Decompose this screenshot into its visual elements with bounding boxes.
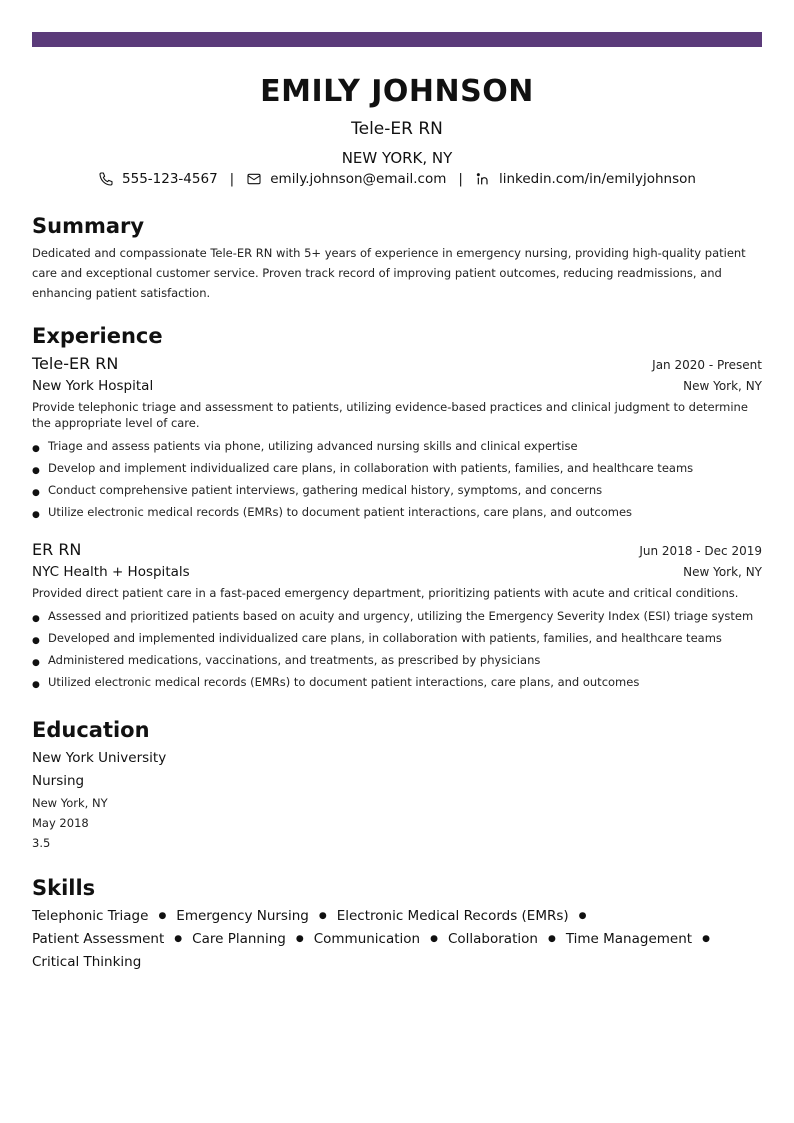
- skill-separator-dot: ●: [702, 934, 710, 944]
- skill-separator-dot: ●: [578, 911, 587, 921]
- resume-page: [32, 32, 762, 974]
- job-bullets: [32, 435, 762, 523]
- skill-item: Time Management ●: [566, 928, 720, 951]
- list-item: ● Developed and implemented individualized care plans, in collaboration with patients, families, and healthcare teams: [32, 627, 762, 649]
- contact-linkedin: [475, 169, 696, 189]
- list-item: ● Assessed and prioritized patients based on acuity and urgency, utilizing the Emergency Severity Index (ESI) triage system: [32, 605, 762, 627]
- skill-separator-dot: ●: [430, 934, 438, 944]
- education-date: May 2018: [32, 816, 89, 830]
- section-title-education: Education: [32, 718, 150, 742]
- job-location: New York, NY: [683, 565, 762, 579]
- phone-number[interactable]: 555-123-4567: [122, 171, 218, 187]
- education-location: New York, NY: [32, 796, 108, 810]
- skill-item: Electronic Medical Records (EMRs) ●: [337, 905, 597, 928]
- job-dates: Jun 2018 - Dec 2019: [639, 544, 762, 558]
- education-school: New York University: [32, 750, 167, 766]
- list-item: ● Administered medications, vaccinations, and treatments, as prescribed by physicians: [32, 649, 762, 671]
- skill-item: Telephonic Triage ●: [32, 905, 176, 928]
- job-bullets: [32, 605, 762, 693]
- contact-phone: [98, 169, 218, 189]
- skills-section: [32, 875, 762, 974]
- skill-separator-dot: ●: [174, 934, 183, 944]
- candidate-headline: Tele-ER RN: [351, 119, 443, 139]
- skill-separator-dot: ●: [295, 934, 304, 944]
- section-title-summary: Summary: [32, 214, 145, 238]
- skill-item: Patient Assessment ●: [32, 928, 192, 951]
- skill-separator-dot: ●: [158, 911, 167, 921]
- candidate-name: EMILY JOHNSON: [260, 74, 534, 109]
- education-section: [32, 717, 762, 853]
- section-title-skills: Skills: [32, 876, 96, 900]
- skill-item: Critical Thinking: [32, 954, 142, 970]
- job-dates: Jan 2020 - Present: [652, 358, 762, 372]
- summary-text: Dedicated and compassionate Tele-ER RN with 5+ years of experience in emergency nursing, providing high-quality patient care and exceptional customer service. Proven track record of improving patient outcomes, reducing readmissions, and enhancing patient satisfaction.: [32, 246, 746, 300]
- summary-section: [32, 213, 762, 303]
- candidate-location: NEW YORK, NY: [341, 149, 453, 167]
- email-address[interactable]: emily.johnson@email.com: [270, 171, 447, 187]
- skill-item: Collaboration ●: [448, 928, 566, 951]
- contact-email: [246, 169, 446, 189]
- skill-item: Emergency Nursing ●: [176, 905, 336, 928]
- skill-separator-dot: ●: [318, 911, 327, 921]
- contact-separator: |: [229, 171, 235, 187]
- list-item: ● Conduct comprehensive patient interviews, gathering medical history, symptoms, and concerns: [32, 479, 762, 501]
- job-description: Provide telephonic triage and assessment to patients, utilizing evidence-based practices and clinical judgment to determine the appropriate level of care.: [32, 400, 748, 430]
- education-field: Nursing: [32, 773, 85, 789]
- education-gpa: 3.5: [32, 836, 51, 850]
- job-title: ER RN: [32, 540, 82, 559]
- job-title: Tele-ER RN: [32, 354, 119, 373]
- skill-item: Communication ●: [314, 928, 448, 951]
- experience-section: [32, 323, 762, 693]
- contact-separator: |: [458, 171, 463, 187]
- job-entry: [32, 353, 762, 523]
- job-location: New York, NY: [683, 379, 762, 393]
- list-item: ● Develop and implement individualized care plans, in collaboration with patients, families, and healthcare teams: [32, 457, 762, 479]
- job-organization: NYC Health + Hospitals: [32, 564, 190, 580]
- resume-header: [32, 74, 762, 189]
- accent-bar: [32, 32, 762, 47]
- skills-list: [32, 905, 722, 974]
- contact-row: [32, 169, 762, 189]
- list-item: ● Utilize electronic medical records (EMRs) to document patient interactions, care plans, and outcomes: [32, 501, 762, 523]
- mail-icon: [246, 171, 262, 187]
- list-item: ● Utilized electronic medical records (EMRs) to document patient interactions, care plans, and outcomes: [32, 671, 762, 693]
- section-title-experience: Experience: [32, 324, 163, 348]
- list-item: ● Triage and assess patients via phone, utilizing advanced nursing skills and clinical expertise: [32, 435, 762, 457]
- linkedin-icon: [475, 171, 491, 187]
- linkedin-url[interactable]: linkedin.com/in/emilyjohnson: [498, 171, 696, 187]
- job-entry: [32, 539, 762, 693]
- skill-separator-dot: ●: [547, 934, 556, 944]
- skill-item: Care Planning ●: [192, 928, 314, 951]
- job-description: Provided direct patient care in a fast-paced emergency department, prioritizing patients with acute and critical conditions.: [32, 586, 739, 600]
- phone-icon: [98, 171, 114, 187]
- job-organization: New York Hospital: [32, 378, 154, 394]
